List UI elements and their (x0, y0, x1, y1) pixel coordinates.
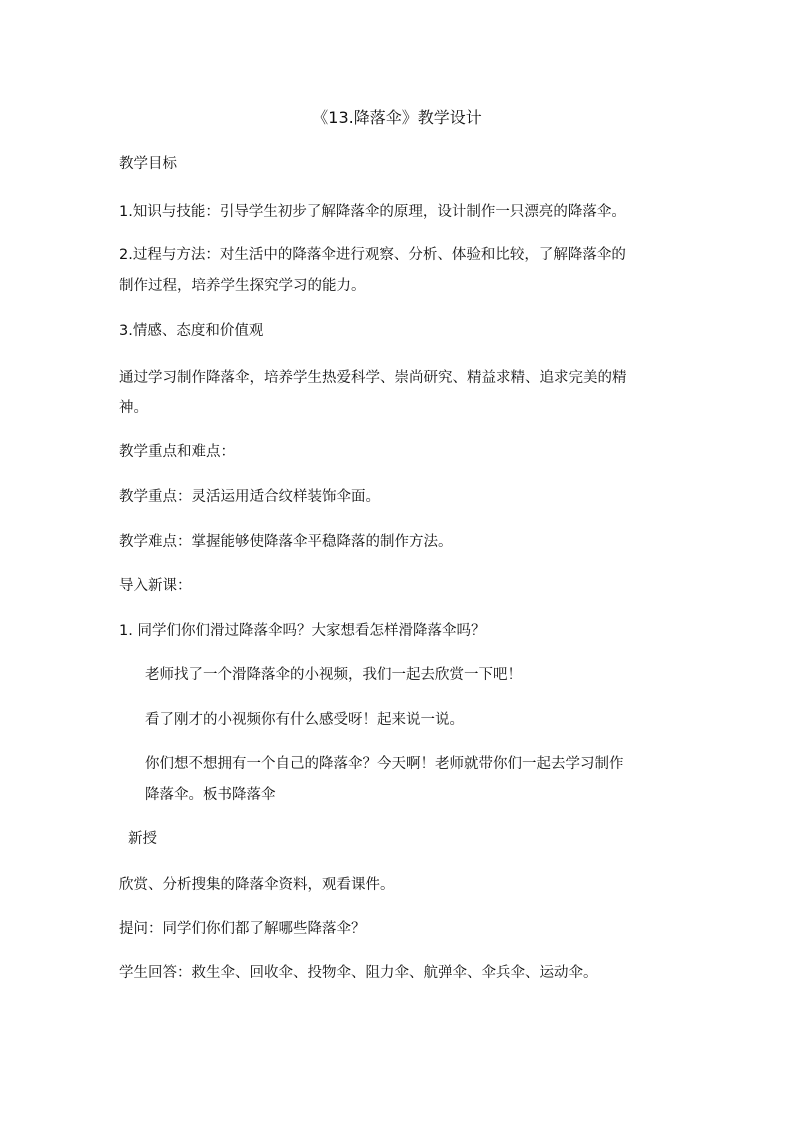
heading-key-points: 教学重点和难点： (119, 444, 235, 460)
heading-teaching-objectives: 教学目标 (119, 156, 177, 172)
paragraph-line: 神。 (119, 400, 148, 416)
paragraph-line: 制作过程，培养学生探究学习的能力。 (119, 278, 366, 294)
heading-introduction: 导入新课： (119, 578, 192, 594)
paragraph-line: 1.知识与技能：引导学生初步了解降落伞的原理，设计制作一只漂亮的降落伞。 (119, 204, 626, 220)
paragraph-line: 老师找了一个滑降落伞的小视频，我们一起去欣赏一下吧！ (145, 667, 522, 683)
paragraph-line: 教学难点：掌握能够使降落伞平稳降落的制作方法。 (119, 534, 453, 550)
paragraph-line: 看了刚才的小视频你有什么感受呀！起来说一说。 (145, 712, 464, 728)
document-title: 《13.降落伞》教学设计 (312, 108, 482, 127)
list-item: 1. 同学们你们滑过降落伞吗？大家想看怎样滑降落伞吗？ (119, 623, 486, 639)
paragraph-line: 你们想不想拥有一个自己的降落伞？今天啊！老师就带你们一起去学习制作 (145, 756, 624, 772)
heading-new-lesson: 新授 (128, 831, 157, 847)
paragraph-line: 学生回答：救生伞、回收伞、投物伞、阻力伞、航弹伞、伞兵伞、运动伞。 (119, 965, 598, 981)
paragraph-line: 教学重点：灵活运用适合纹样装饰伞面。 (119, 489, 380, 505)
paragraph-line: 通过学习制作降落伞，培养学生热爱科学、崇尚研究、精益求精、追求完美的精 (119, 370, 627, 386)
paragraph-line: 欣赏、分析搜集的降落伞资料，观看课件。 (119, 877, 395, 893)
paragraph-line: 2.过程与方法：对生活中的降落伞进行观察、分析、体验和比较，了解降落伞的 (119, 247, 626, 263)
paragraph-line: 提问：同学们你们都了解哪些降落伞？ (119, 921, 366, 937)
paragraph-line: 降落伞。板书降落伞 (145, 787, 276, 803)
paragraph-line: 3.情感、态度和价值观 (119, 323, 264, 339)
